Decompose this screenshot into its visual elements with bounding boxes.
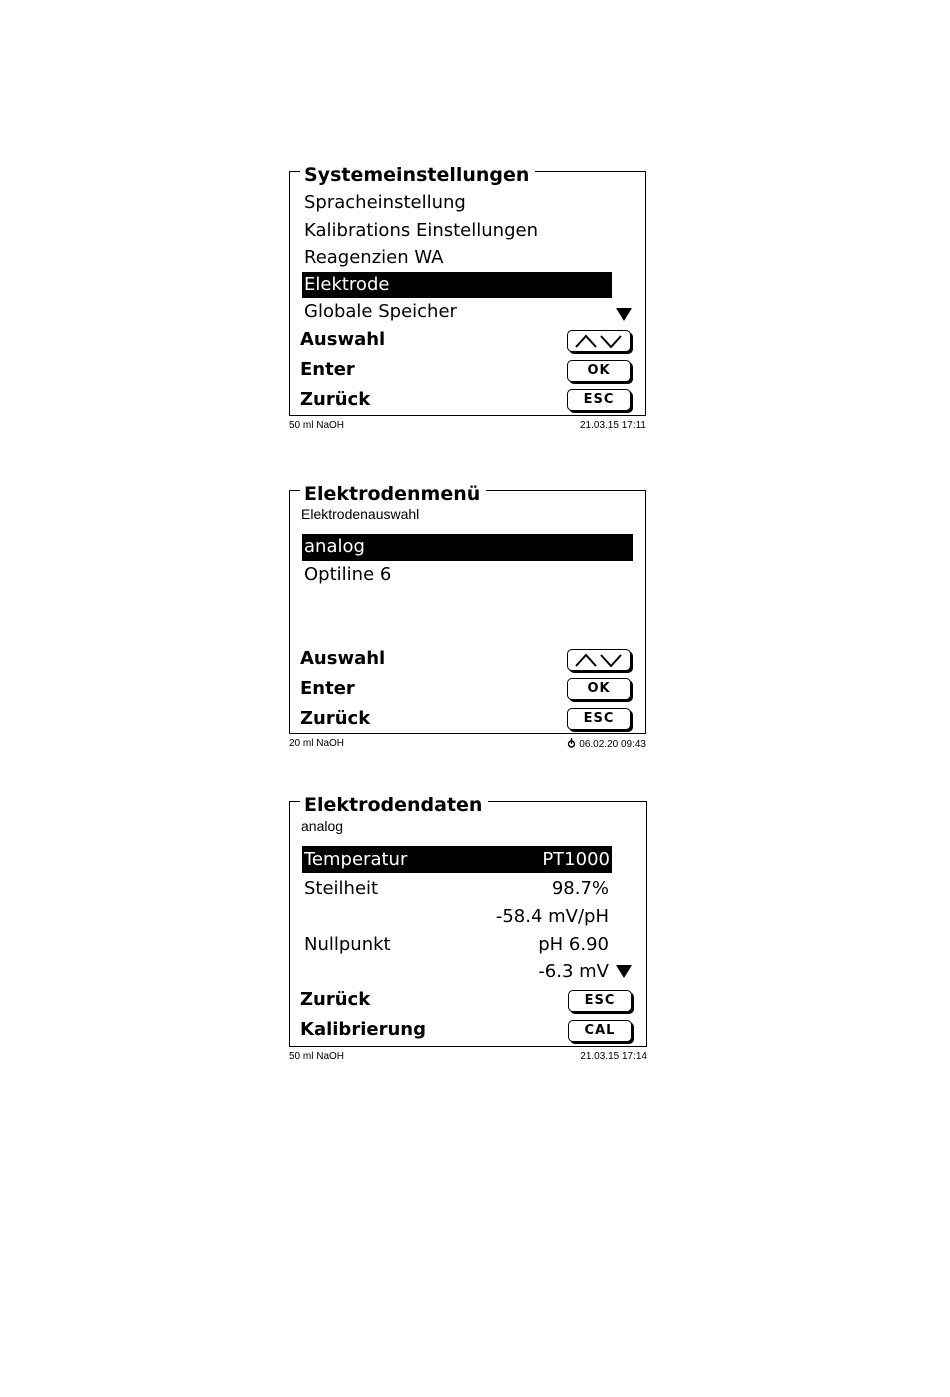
param-label-steilheit: Steilheit [304, 878, 379, 899]
footer-reagent: 20 ml NaOH [289, 738, 345, 749]
param-label-nullpunkt: Nullpunkt [304, 934, 391, 955]
action-label-enter: Enter [300, 678, 355, 699]
action-label-auswahl: Auswahl [300, 329, 386, 350]
screen-title: Elektrodenmenü [300, 483, 486, 505]
electrode-data-screen [289, 794, 647, 1047]
up-down-arrows-icon [573, 333, 625, 348]
screen-title: Systemeinstellungen [300, 164, 535, 186]
menu-item-elektrode[interactable]: Elektrode [302, 272, 612, 298]
ok-button[interactable]: OK [567, 360, 631, 382]
action-label-kalibrierung: Kalibrierung [300, 1019, 426, 1040]
param-value-steilheit-mv: -58.4 mV/pH [495, 906, 609, 927]
up-down-arrows-icon [573, 652, 625, 667]
param-row-temperatur[interactable] [302, 846, 612, 873]
footer-datetime: 21.03.15 17:14 [580, 1051, 647, 1062]
param-value: PT1000 [542, 849, 610, 870]
param-value-steilheit: 98.7% [551, 878, 609, 899]
list-item-analog[interactable]: analog [302, 534, 633, 561]
param-value-nullpunkt-mv: -6.3 mV [538, 961, 609, 982]
footer-reagent: 50 ml NaOH [289, 1051, 345, 1062]
action-label-zurueck: Zurück [300, 708, 371, 729]
ok-button[interactable]: OK [567, 678, 631, 700]
param-label: Temperatur [304, 849, 408, 870]
screen-subtitle: Elektrodenauswahl [301, 506, 420, 522]
menu-item-kalibrations-einstellungen[interactable]: Kalibrations Einstellungen [304, 220, 538, 241]
esc-button[interactable]: ESC [568, 990, 632, 1012]
action-label-zurueck: Zurück [300, 989, 371, 1010]
up-down-button[interactable] [567, 649, 631, 671]
system-settings-screen [289, 164, 646, 416]
usb-icon [567, 738, 576, 748]
triangle-down-icon [616, 965, 632, 978]
esc-button[interactable]: ESC [567, 708, 631, 730]
action-label-auswahl: Auswahl [300, 648, 386, 669]
footer-datetime: 21.03.15 17:11 [580, 420, 646, 431]
menu-item-spracheinstellung[interactable]: Spracheinstellung [304, 192, 466, 213]
up-down-button[interactable] [567, 330, 631, 352]
cal-button[interactable]: CAL [568, 1020, 632, 1042]
menu-item-globale-speicher[interactable]: Globale Speicher [304, 301, 457, 322]
screen-subtitle: analog [301, 818, 344, 834]
triangle-down-icon [616, 308, 632, 321]
footer-datetime: 06.02.20 09:43 [579, 739, 646, 750]
action-label-enter: Enter [300, 359, 355, 380]
action-label-zurueck: Zurück [300, 389, 371, 410]
param-value-nullpunkt: pH 6.90 [538, 934, 609, 955]
screen-title: Elektrodendaten [300, 794, 488, 816]
electrode-menu-screen [289, 483, 646, 734]
esc-button[interactable]: ESC [567, 389, 631, 411]
footer-reagent: 50 ml NaOH [289, 420, 345, 431]
list-item-optiline-6[interactable]: Optiline 6 [304, 564, 392, 585]
menu-item-reagenzien-wa[interactable]: Reagenzien WA [304, 247, 444, 268]
footer-right [540, 738, 646, 751]
